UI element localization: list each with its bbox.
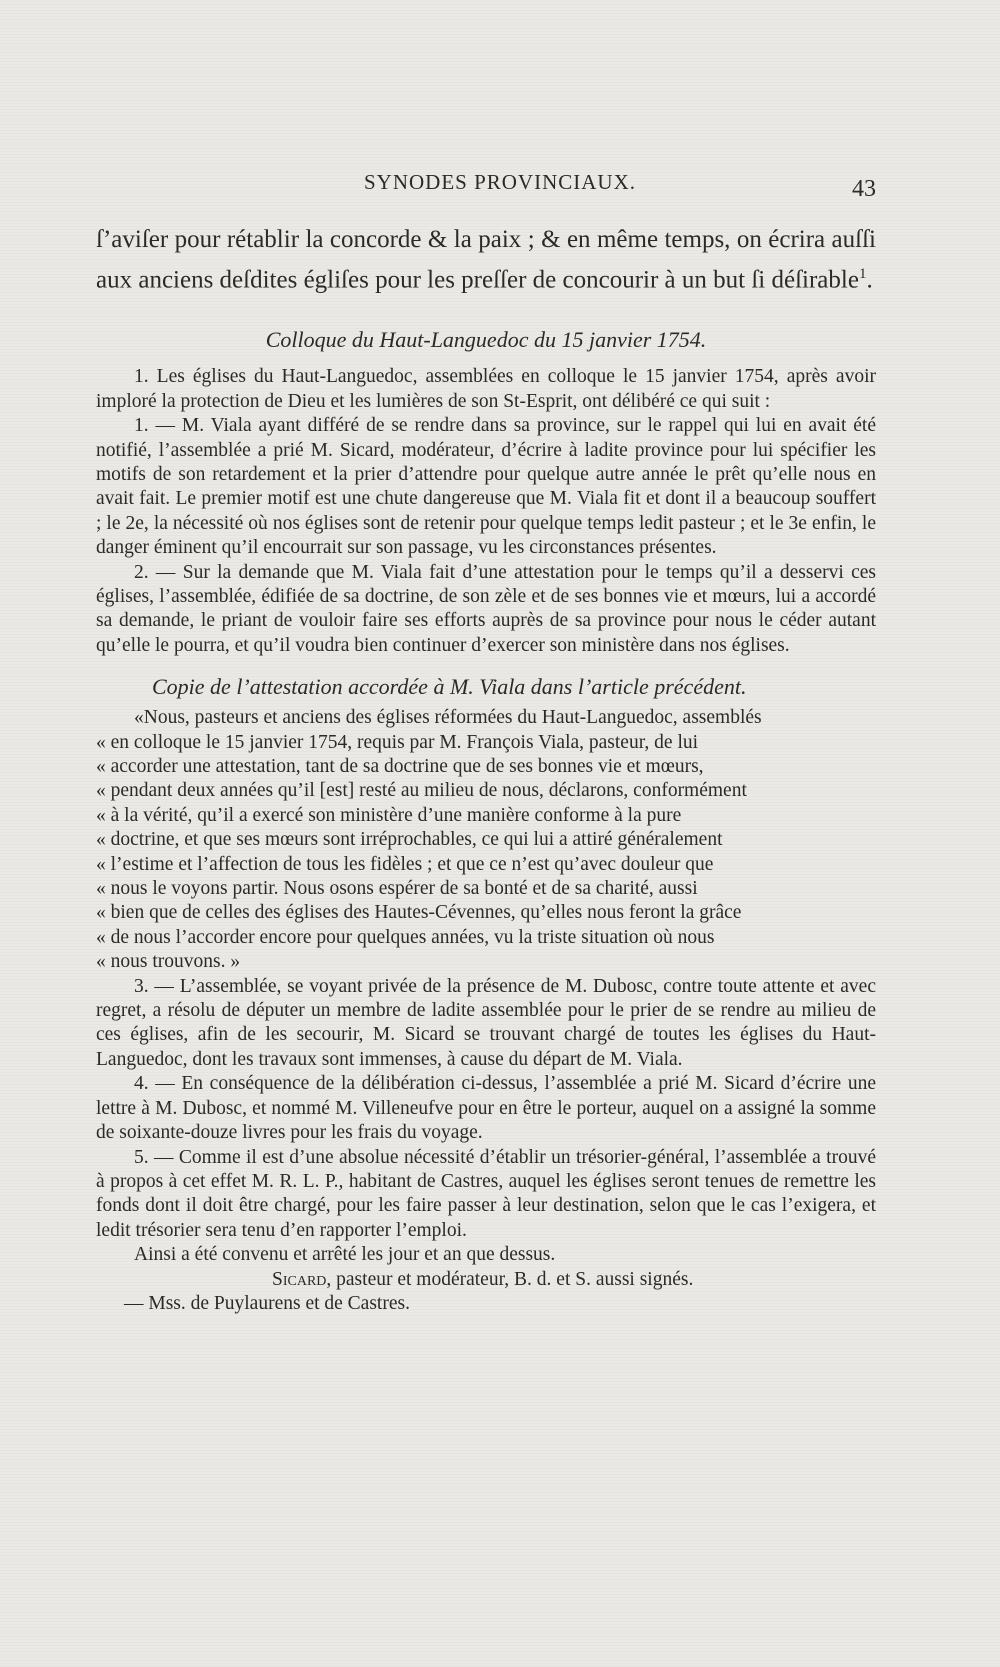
article-5: 5. — Comme il est d’une absolue nécessité d’établir un trésorier-général, l’assemblée a trouvé à propos à cet effet M. R. L. P., habitant de Castres, auquel les églises seront tenues de remettre les fonds dont il doit être chargé, pour les faire passer à leur destination, selon que le cas l’exigera, et ledit trésorier sera tenu d’en rapporter l’emploi. <box>96 1146 876 1241</box>
quote-line: « accorder une attestation, tant de sa doctrine que de ses bonnes vie et mœurs, <box>96 756 704 778</box>
running-title: SYNODES PROVINCIAUX. <box>363 170 637 194</box>
quote-line: «Nous, pasteurs et anciens des églises réformées du Haut-Languedoc, assemblés <box>134 707 762 729</box>
quote-line: « à la vérité, qu’il a exercé son ministère d’une manière conforme à la pure <box>96 804 682 826</box>
page-number: 43 <box>852 176 876 202</box>
intro-end: . <box>866 266 873 294</box>
quote-line: « pendant deux années qu’il [est] resté au milieu de nous, déclarons, conformément <box>96 780 747 802</box>
article-4: 4. — En conséquence de la délibération ci-dessus, l’assemblée a prié M. Sicard d’écrire une lettre à M. Dubosc, et nommé M. Villeneufve pour en être le porteur, auquel on a assigné la somme de soixante-douze livres pour les frais du voyage. <box>96 1073 876 1144</box>
source-note: — Mss. de Puylaurens et de Castres. <box>124 1292 410 1314</box>
page-body <box>96 222 876 1316</box>
footnote-marker: 1 <box>858 266 867 282</box>
intro-text: ſ’aviſer pour rétablir la concorde & la paix ; & en même temps, on écrira auſſi aux anciens deſdites égliſes pour les preſſer de concourir à un but ſi déſirable <box>96 226 876 294</box>
quote-line: « nous trouvons. » <box>96 951 241 973</box>
intro-paragraph <box>96 222 876 297</box>
attestation-title: Copie de l’attestation accordée à M. Viala dans l’article précédent. <box>152 674 747 700</box>
signatory-name: Sicard <box>272 1268 327 1290</box>
signature-line <box>96 1268 876 1292</box>
colloque-title: Colloque du Haut-Languedoc du 15 janvier 1754. <box>265 327 707 353</box>
quote-line: « nous le voyons partir. Nous osons espérer de sa bonté et de sa charité, aussi <box>96 878 698 900</box>
colloque-preamble: 1. Les églises du Haut-Languedoc, assemblées en colloque le 15 janvier 1754, après avoir imploré la protection de Dieu et les lumières de son St-Esprit, ont délibéré ce qui suit : <box>96 366 876 412</box>
attestation-quote <box>96 706 876 974</box>
article-1: 1. — M. Viala ayant différé de se rendre dans sa province, sur le rappel qui lui en avait été notifié, l’assemblée a prié M. Sicard, modérateur, d’écrire à ladite province pour lui spécifier les motifs de son retardement et la prier d’attendre pour quelque autre année le prêt qu’elle nous en avait fait. Le premier motif est une chute dangereuse que M. Viala fit et dont il a beaucoup souffert ; le 2e, la nécessité où nos églises sont de retenir pour quelque temps ledit pasteur ; et le 3e enfin, le danger éminent qu’il encourrait sur son passage, vu les circonstances présentes. <box>96 415 876 559</box>
article-3: 3. — L’assemblée, se voyant privée de la présence de M. Dubosc, contre toute attente et avec regret, a résolu de députer un membre de ladite assemblée pour le prier de se rendre au milieu de ces églises, afin de les secourir, M. Sicard se trouvant chargé de toutes les églises du Haut-Languedoc, dont les travaux sont immenses, à cause du départ de M. Viala. <box>96 975 876 1070</box>
quote-line: « en colloque le 15 janvier 1754, requis par M. François Viala, pasteur, de lui <box>96 731 699 753</box>
quote-line: « de nous l’accorder encore pour quelques années, vu la triste situation où nous <box>96 926 715 948</box>
quote-line: « bien que de celles des églises des Hautes-Cévennes, qu’elles nous feront la grâce <box>96 902 742 924</box>
signature-rest: , pasteur et modérateur, B. d. et S. aussi signés. <box>326 1268 694 1290</box>
closing-formula: Ainsi a été convenu et arrêté les jour et an que dessus. <box>134 1244 556 1266</box>
article-2: 2. — Sur la demande que M. Viala fait d’une attestation pour le temps qu’il a desservi ces églises, l’assemblée, édifiée de sa doctrine, de son zèle et de ses bonnes vie et mœurs, lui a accordé sa demande, le priant de vouloir faire ses efforts auprès de sa province pour nous le céder autant qu’elle le pourra, et qu’il voudra bien continuer d’exercer son ministère dans nos églises. <box>96 561 876 656</box>
quote-line: « l’estime et l’affection de tous les fidèles ; et que ce n’est qu’avec douleur que <box>96 853 714 875</box>
quote-line: « doctrine, et que ses mœurs sont irréprochables, ce qui lui a attiré généralement <box>96 829 723 851</box>
